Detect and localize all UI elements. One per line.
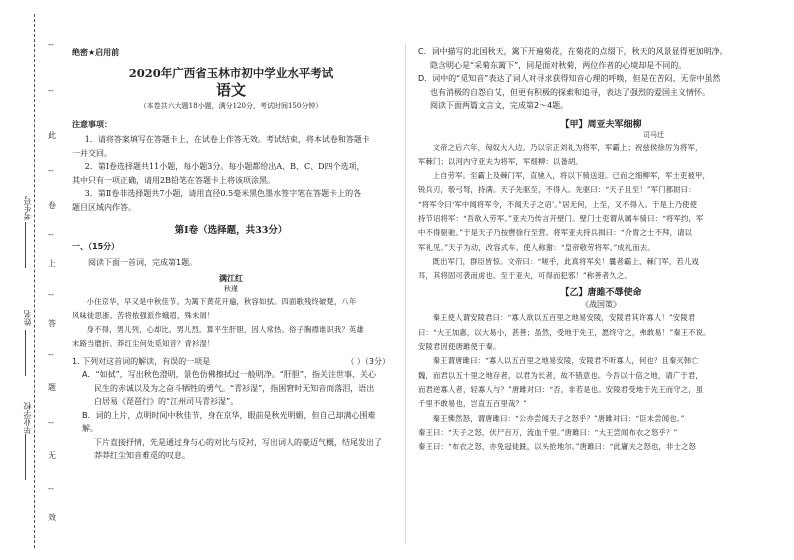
passage-line: 锐兵刃，彀弓弩，持满。天子先驱至，不得入。先驱曰：“天子且至！”军门都尉曰： <box>418 185 696 195</box>
reading-instruction: 阅读下面两篇文言文，完成第2～4题。 <box>430 101 569 110</box>
margin-dash: -- <box>48 418 54 427</box>
poem-author: 秋瑾 <box>224 284 238 293</box>
left-column <box>72 46 390 463</box>
notice-line: 1．请将答案填写在答题卡上，在试卷上作答无效。考试结束，将本试卷和答题卡 <box>84 135 370 144</box>
passage-line: 持节诏将军：“吾欲入劳军。”亚夫乃传言开壁门。壁门士吏谓从属车骑曰：“将军约，军 <box>418 213 704 223</box>
subject-title: 语文 <box>215 81 246 99</box>
reading-instruction: 阅读下面一首词，完成第1题。 <box>88 258 198 267</box>
passage-yi-source: 《战国策》 <box>581 300 621 310</box>
notice-line: 一并交回。 <box>72 148 112 158</box>
passage-yi-title: 【乙】唐雎不辱使命 <box>560 288 642 299</box>
option-line: 也有消极的自怨自艾，但更有积极的探索和追寻，表达了强烈的爱国主义情怀。 <box>430 87 710 97</box>
option-b <box>82 409 390 463</box>
question-stem: 1. 下列对这首词的解读，有误的一项是 <box>72 356 211 366</box>
poem-line: 风味徒思浙。苦将侬强派作蛾眉，殊未屑！ <box>72 310 215 320</box>
option-line: A．“如拭”，写出秋色澄明，景色仿佛擦拭过一般明净。“肝胆”，指关注世事、关心 <box>82 370 377 380</box>
part1-title: 第Ⅰ卷（选择题，共33分） <box>174 225 288 236</box>
passage-line: 千里不敢易也，岂直五百里哉？” <box>418 399 527 409</box>
notice-list <box>72 133 390 214</box>
passage-line: 秦王曰：“天子之怒，伏尸百万，流血千里。”唐雎曰：“大王尝闻布衣之怒乎？” <box>418 427 678 437</box>
notice-line: 其中只有一项正确，请用2B铅笔在答题卡上将该项涂黑。 <box>72 175 275 185</box>
name-label: 姓名 <box>23 310 32 326</box>
seal-char: 无 <box>48 451 56 460</box>
passage-line: 秦王怫然怒，谓唐雎曰：“公亦尝闻天子之怒乎？”唐雎对曰：“臣未尝闻也。” <box>432 413 685 423</box>
poem-line: 身不得，男儿列，心却比，男儿烈。算平生肝胆，因人常热。俗子胸襟谁识我？英雄 <box>86 325 364 335</box>
option-c <box>418 45 784 72</box>
seal-char: 答 <box>48 319 56 328</box>
seal-char: 卷 <box>48 201 56 210</box>
notice-title: 注意事项： <box>72 120 112 129</box>
passage-jia-title: 【甲】周亚夫军细柳 <box>560 119 642 130</box>
column-divider <box>405 44 406 544</box>
notice-line: 2．第Ⅰ卷选择题共11小题，每小题3分。每小题都给出A、B、C、D四个选项， <box>84 162 365 171</box>
passage-line: “将军令曰‘军中闻将军令，不闻天子之诏’。”居无何，上至，又不得入。于是上乃使使 <box>418 199 698 209</box>
margin-dash: -- <box>48 40 54 49</box>
poem-line: 末路当磨折。莽红尘何处觅知音？青衫湿！ <box>72 339 215 349</box>
notice-line: 题目区域内作答。 <box>72 202 136 212</box>
option-line: 白居易《琵琶行》的“江州司马青衫湿”。 <box>94 397 239 407</box>
passage-line: 上自劳军。至霸上及棘门军，直驰入，将以下骑送迎。已而之细柳军，军士吏被甲， <box>432 171 710 181</box>
passage-line: 军棘门；以河内守亚夫为将军，军细柳：以备胡。 <box>418 156 583 166</box>
passage-line: 军礼见。”天子为动，改容式车。使人称谢：“皇帝敬劳将军。”成礼而去。 <box>418 242 655 252</box>
margin-dash: -- <box>48 86 54 95</box>
option-line: 莽莽红尘知音难觅的叹息。 <box>94 451 190 461</box>
section-one-title: 一、（15分） <box>72 242 120 251</box>
option-line: 下片直接抒情，先是通过身与心的对比与反衬，写出词人的豪迈气概，结尾发出了 <box>94 437 382 447</box>
option-a <box>82 368 390 409</box>
passage-line: 文帝之后六年，匈奴大入边。乃以宗正刘礼为将军，军霸上；祝兹侯徐厉为将军， <box>432 142 703 152</box>
school-label: 毕业学校 <box>23 402 32 434</box>
option-line: D．词中的“觅知音”表达了词人对寻求获得知音心理的呼唤，但是在苦闷、无奈中虽然 <box>418 74 721 83</box>
candidate-number-field[interactable] <box>25 222 26 268</box>
binding-line <box>34 14 35 548</box>
option-line: B．词的上片，点明时间中秋佳节，身在京华，眼前是秋光明媚，但自己却满心围难解。 <box>82 410 376 434</box>
name-field[interactable] <box>25 330 26 376</box>
passage-line: 耳，其将固可袭而虏也。至于亚夫，可得而犯邪！”称善者久之。 <box>418 271 632 281</box>
passage-jia-author: 司马迁 <box>643 130 664 139</box>
option-line: C．词中描写的北国秋天，篱下开遍菊花，在菊花的点缀下，秋天的风景显得更加明净。 <box>418 47 728 56</box>
option-line: 隐含明心是“采菊东篱下”，同是面对秋菊，两位作者的心境却是不同的。 <box>430 60 687 70</box>
option-line: 民生的赤诚以及为之奋斗牺牲的勇气。“青衫湿”，指困窘时无知音而落泪，语出 <box>94 383 375 393</box>
seal-char: 此 <box>48 131 56 140</box>
seal-char: 上 <box>48 259 56 268</box>
seal-char: 效 <box>48 513 56 522</box>
exam-title: 2020年广西省玉林市初中学业水平考试 <box>128 66 334 80</box>
option-d <box>418 72 784 99</box>
passage-line: 而君逆寡人者，轻寡人与？”唐雎对曰：“否，非若是也。安陵君受地于先王而守之，虽 <box>418 384 704 394</box>
right-column <box>418 45 784 454</box>
margin-dash: -- <box>48 484 54 493</box>
passage-line: 秦王使人谓安陵君曰：“寡人欲以五百里之地易安陵，安陵君其许寡人！”安陵君 <box>432 313 696 323</box>
passage-line: 既出军门，群臣皆惊。文帝曰：“嗟乎，此真将军矣！曩者霸上、棘门军，若儿戏 <box>432 256 699 266</box>
passage-line: 秦王谓唐雎曰：“寡人以五百里之地易安陵，安陵君不听寡人，何也？且秦灭韩亡 <box>432 356 699 366</box>
question-score: （ ）（3分） <box>346 356 390 366</box>
margin-dash: -- <box>48 290 54 299</box>
passage-line: 曰：“大王加惠，以大易小，甚善；虽然，受地于先王，愿终守之，弗敢易！”秦王不说。 <box>418 327 711 337</box>
poem-body <box>72 295 390 352</box>
passage-line: 中不得驱驰。”于是天子乃按辔徐行至营。将军亚夫持兵揖曰：“介胄之士不拜，请以 <box>418 228 693 238</box>
passage-jia-body <box>418 141 784 284</box>
margin-dash: -- <box>48 350 54 359</box>
school-field[interactable] <box>25 434 26 480</box>
passage-line: 魏，而君以五十里之地存者，以君为长者，故不错意也。今吾以十倍之地，请广于君， <box>418 370 703 380</box>
passage-line: 安陵君因使唐雎使于秦。 <box>418 342 501 352</box>
margin-dash: -- <box>48 230 54 239</box>
notice-line: 3．第Ⅱ卷非选择题共7小题，请用直径0.5毫米黑色墨水签字笔在答题卡上的各 <box>84 189 362 198</box>
poem-line: 小住京华，早又是中秋佳节。为篱下黄花开遍，秋容如拭。四面歌残终破楚，八年 <box>86 296 357 306</box>
exam-info: （本卷共六大题18小题，满分120分，考试时间150分钟） <box>139 102 323 110</box>
question-1 <box>72 355 390 369</box>
secret-label: 绝密★启用前 <box>72 48 120 57</box>
passage-line: 秦王曰：“布衣之怒，亦免冠徒跣，以头抢地尔。”唐雎曰：“此庸夫之怒也，非士之怒 <box>418 442 697 452</box>
candidate-number-label: 考生号 <box>23 196 32 220</box>
poem-title: 满江红 <box>219 273 243 283</box>
seal-char: 题 <box>48 383 56 392</box>
passage-yi-body <box>418 311 784 454</box>
margin-dash: -- <box>48 166 54 175</box>
